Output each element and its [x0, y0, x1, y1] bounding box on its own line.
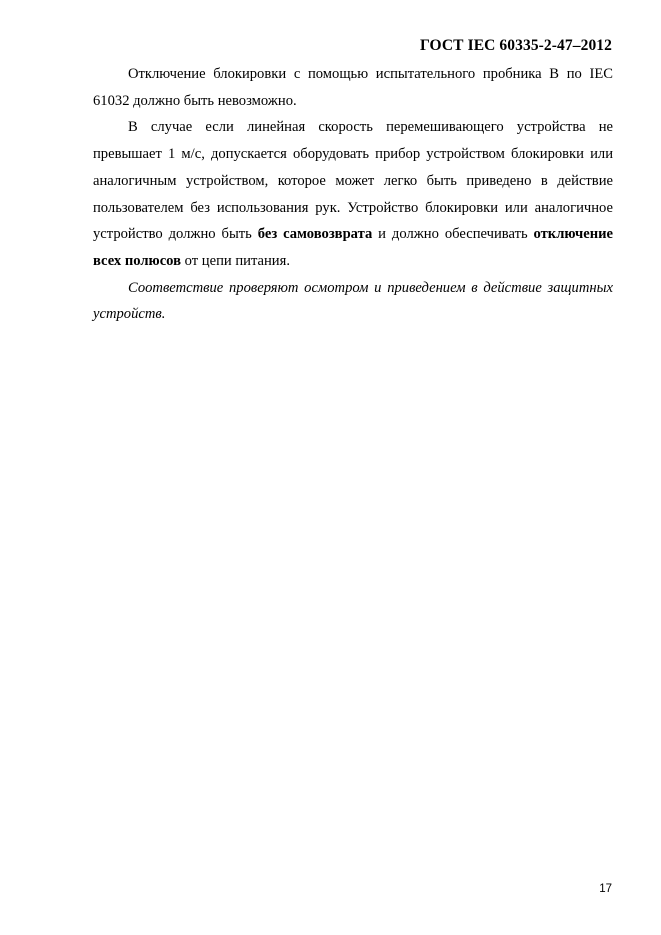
paragraph-interlock-probe: Отключение блокировки с помощью испытательного пробника B по IEC 61032 должно быть невозможно.: [93, 66, 613, 109]
paragraph-compliance-check: Соответствие проверяют осмотром и приведением в действие защитных устройств.: [93, 279, 613, 323]
paragraph-interlock-requirements: [93, 114, 613, 274]
paragraph-text-segment: от цепи питания.: [181, 252, 290, 269]
document-code-header: ГОСТ IEC 60335-2-47–2012: [419, 37, 612, 54]
paragraph-text-segment: В случае если линейная скорость перемешивающего устройства не превышает 1 м/с, допускается оборудовать прибор устройством блокировки или аналогичным устройством, которое может легко быть приведено в действие пользователем без использования рук. Устройство блокировки или аналогичное устройство должно быть: [93, 119, 613, 243]
term-all-pole-disconnection: отключение всех полюсов: [93, 226, 613, 269]
term-non-self-resetting: без самовозврата: [257, 226, 373, 243]
paragraph-text-segment: и должно обеспечивать: [372, 226, 534, 243]
document-body: [93, 61, 613, 328]
page-number: 17: [599, 883, 612, 895]
